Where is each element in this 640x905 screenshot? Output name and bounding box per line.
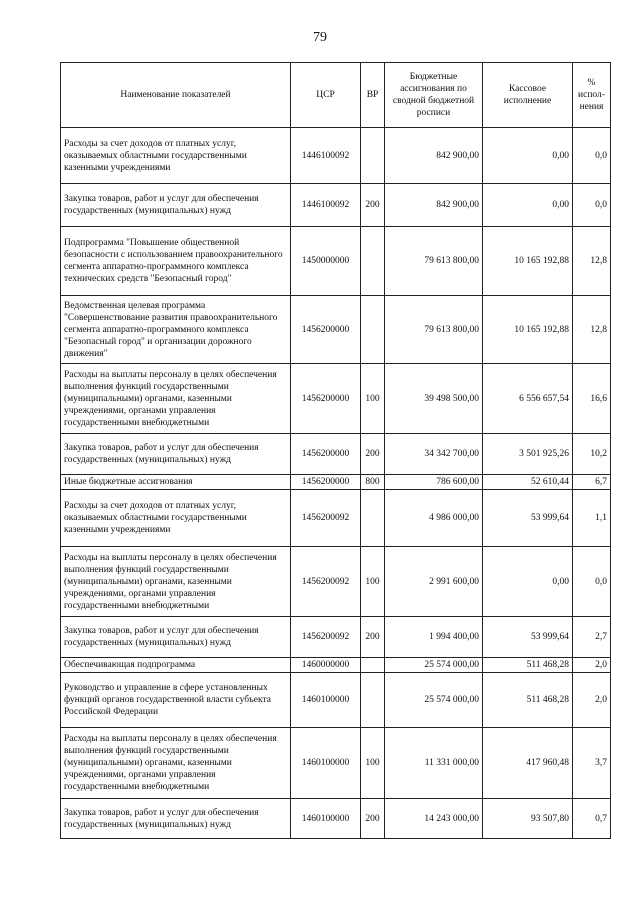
table-row	[61, 490, 611, 547]
header-csr: ЦСР	[291, 63, 361, 128]
row-vr	[361, 658, 385, 673]
row-budget: 842 900,00	[385, 184, 483, 227]
row-cash: 53 999,64	[483, 617, 573, 658]
row-cash: 53 999,64	[483, 490, 573, 547]
row-csr: 1450000000	[291, 227, 361, 296]
row-percent: 0,0	[573, 128, 611, 184]
row-cash: 10 165 192,88	[483, 296, 573, 364]
row-cash: 93 507,80	[483, 799, 573, 839]
row-budget: 11 331 000,00	[385, 728, 483, 799]
row-budget: 79 613 800,00	[385, 227, 483, 296]
row-csr: 1460100000	[291, 673, 361, 728]
row-name: Расходы за счет доходов от платных услуг, оказываемых областными государственными казенными учреждениями	[61, 128, 291, 184]
row-percent: 0,7	[573, 799, 611, 839]
row-csr: 1456200092	[291, 617, 361, 658]
table-row	[61, 227, 611, 296]
row-percent: 16,6	[573, 364, 611, 434]
header-name: Наименование показателей	[61, 63, 291, 128]
row-name: Иные бюджетные ассигнования	[61, 475, 291, 490]
table-row	[61, 184, 611, 227]
table-row	[61, 475, 611, 490]
row-percent: 3,7	[573, 728, 611, 799]
table-row	[61, 673, 611, 728]
row-vr	[361, 673, 385, 728]
row-budget: 786 600,00	[385, 475, 483, 490]
row-name: Ведомственная целевая программа "Совершенствование развития правоохранительного сегмента аппаратно-программного комплекса "Безопасный город" и организации дорожного движения"	[61, 296, 291, 364]
row-percent: 2,7	[573, 617, 611, 658]
row-vr: 100	[361, 547, 385, 617]
row-cash: 511 468,28	[483, 673, 573, 728]
row-percent: 2,0	[573, 673, 611, 728]
row-percent: 2,0	[573, 658, 611, 673]
row-csr: 1460000000	[291, 658, 361, 673]
row-name: Закупка товаров, работ и услуг для обеспечения государственных (муниципальных) нужд	[61, 799, 291, 839]
table-row	[61, 128, 611, 184]
row-name: Обеспечивающая подпрограмма	[61, 658, 291, 673]
header-vr: ВР	[361, 63, 385, 128]
budget-execution-table	[60, 62, 611, 839]
row-name: Расходы на выплаты персоналу в целях обеспечения выполнения функций государственными (муниципальными) органами, казенными учреждениями, органами управления государственными внебюджетными	[61, 547, 291, 617]
row-vr: 200	[361, 434, 385, 475]
row-vr: 200	[361, 799, 385, 839]
row-csr: 1446100092	[291, 184, 361, 227]
row-vr	[361, 296, 385, 364]
row-percent: 1,1	[573, 490, 611, 547]
table-row	[61, 658, 611, 673]
row-vr: 100	[361, 364, 385, 434]
row-csr: 1456200092	[291, 547, 361, 617]
row-budget: 14 243 000,00	[385, 799, 483, 839]
row-cash: 6 556 657,54	[483, 364, 573, 434]
row-name: Расходы на выплаты персоналу в целях обеспечения выполнения функций государственными (муниципальными) органами, казенными учреждениями, органами управления государственными внебюджетными	[61, 364, 291, 434]
row-budget: 4 986 000,00	[385, 490, 483, 547]
row-name: Расходы за счет доходов от платных услуг, оказываемых областными государственными казенными учреждениями	[61, 490, 291, 547]
row-vr: 200	[361, 617, 385, 658]
row-name: Закупка товаров, работ и услуг для обеспечения государственных (муниципальных) нужд	[61, 434, 291, 475]
row-vr: 100	[361, 728, 385, 799]
row-csr: 1456200000	[291, 364, 361, 434]
table-row	[61, 799, 611, 839]
table-row	[61, 434, 611, 475]
row-vr: 200	[361, 184, 385, 227]
table-row	[61, 364, 611, 434]
row-budget: 25 574 000,00	[385, 673, 483, 728]
header-cash: Кассовое исполнение	[483, 63, 573, 128]
row-vr	[361, 490, 385, 547]
row-budget: 842 900,00	[385, 128, 483, 184]
row-budget: 2 991 600,00	[385, 547, 483, 617]
row-budget: 1 994 400,00	[385, 617, 483, 658]
row-name: Расходы на выплаты персоналу в целях обеспечения выполнения функций государственными (муниципальными) органами, казенными учреждениями, органами управления государственными внебюджетными	[61, 728, 291, 799]
row-cash: 10 165 192,88	[483, 227, 573, 296]
table-row	[61, 296, 611, 364]
row-cash: 511 468,28	[483, 658, 573, 673]
row-csr: 1446100092	[291, 128, 361, 184]
row-percent: 0,0	[573, 184, 611, 227]
header-percent: % испол-нения	[573, 63, 611, 128]
row-vr	[361, 128, 385, 184]
row-name: Подпрограмма "Повышение общественной безопасности с использованием правоохранительного сегмента аппаратно-программного комплекса технических средств "Безопасный город"	[61, 227, 291, 296]
row-cash: 52 610,44	[483, 475, 573, 490]
row-percent: 0,0	[573, 547, 611, 617]
row-cash: 0,00	[483, 128, 573, 184]
row-vr	[361, 227, 385, 296]
row-budget: 34 342 700,00	[385, 434, 483, 475]
row-percent: 12,8	[573, 296, 611, 364]
page-number: 79	[313, 30, 327, 45]
row-budget: 39 498 500,00	[385, 364, 483, 434]
row-csr: 1456200000	[291, 475, 361, 490]
row-name: Руководство и управление в сфере установленных функций органов государственной власти субъекта Российской Федерации	[61, 673, 291, 728]
row-cash: 0,00	[483, 547, 573, 617]
row-name: Закупка товаров, работ и услуг для обеспечения государственных (муниципальных) нужд	[61, 617, 291, 658]
row-csr: 1456200000	[291, 434, 361, 475]
row-budget: 25 574 000,00	[385, 658, 483, 673]
row-cash: 3 501 925,26	[483, 434, 573, 475]
row-percent: 10,2	[573, 434, 611, 475]
header-budget: Бюджетные ассигнования по сводной бюджетной росписи	[385, 63, 483, 128]
row-name: Закупка товаров, работ и услуг для обеспечения государственных (муниципальных) нужд	[61, 184, 291, 227]
table-row	[61, 728, 611, 799]
row-percent: 6,7	[573, 475, 611, 490]
row-cash: 0,00	[483, 184, 573, 227]
row-csr: 1460100000	[291, 799, 361, 839]
row-csr: 1456200092	[291, 490, 361, 547]
table-row	[61, 547, 611, 617]
row-percent: 12,8	[573, 227, 611, 296]
table-header-row	[61, 63, 611, 128]
table-row	[61, 617, 611, 658]
row-csr: 1456200000	[291, 296, 361, 364]
row-cash: 417 960,48	[483, 728, 573, 799]
row-budget: 79 613 800,00	[385, 296, 483, 364]
row-vr: 800	[361, 475, 385, 490]
row-csr: 1460100000	[291, 728, 361, 799]
